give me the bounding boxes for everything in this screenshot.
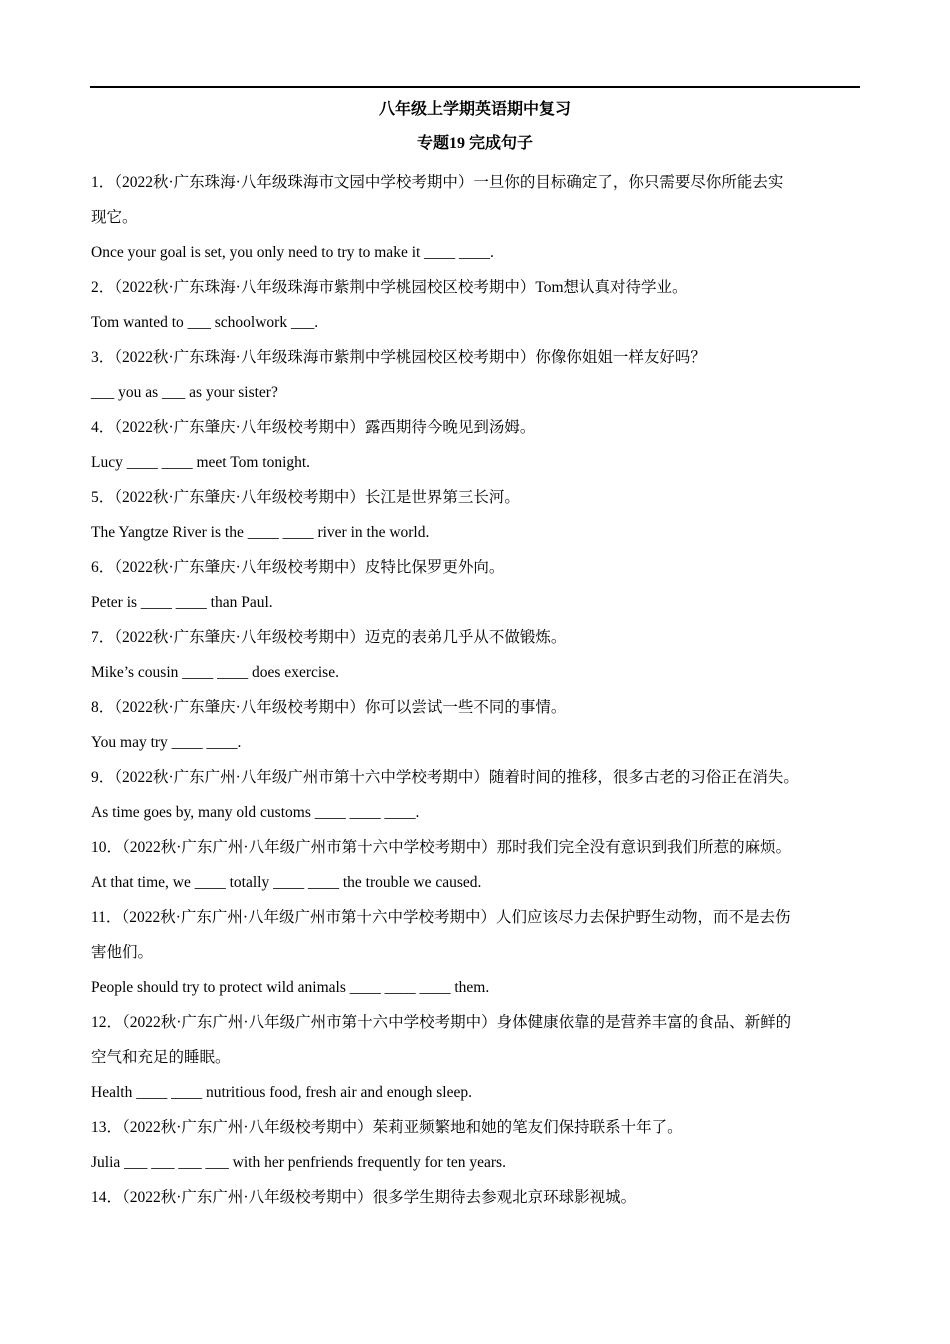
question-chinese-text: （2022秋·广东肇庆·八年级校考期中）长江是世界第三长河。 xyxy=(114,489,520,506)
question-english-sentence: You may try ____ ____. xyxy=(91,734,242,751)
question-item xyxy=(91,900,866,1005)
question-number: 10． xyxy=(91,839,123,856)
question-chinese-text: （2022秋·广东肇庆·八年级校考期中）迈克的表弟几乎从不做锻炼。 xyxy=(114,629,567,646)
question-number: 9． xyxy=(91,769,115,786)
question-english-sentence: Tom wanted to ___ schoolwork ___. xyxy=(91,314,319,331)
question-item xyxy=(91,340,866,410)
question-english-sentence: Health ____ ____ nutritious food, fresh air and enough sleep. xyxy=(91,1084,472,1101)
question-item xyxy=(91,1005,866,1110)
question-prompt-continued xyxy=(91,200,866,235)
header-rule xyxy=(90,86,860,88)
question-english-sentence: At that time, we ____ totally ____ ____ the trouble we caused. xyxy=(91,874,482,891)
question-chinese-text: （2022秋·广东肇庆·八年级校考期中）皮特比保罗更外向。 xyxy=(114,559,505,576)
question-number: 3． xyxy=(91,349,115,366)
question-prompt xyxy=(91,165,866,200)
page-subtitle: 专题19 完成句子 xyxy=(416,135,533,152)
question-item xyxy=(91,1180,866,1215)
question-number: 12． xyxy=(91,1014,123,1031)
question-item xyxy=(91,1110,866,1180)
question-english-sentence: Mike’s cousin ____ ____ does exercise. xyxy=(91,664,339,681)
question-number: 1． xyxy=(91,174,115,191)
question-prompt xyxy=(91,830,866,865)
question-item xyxy=(91,480,866,550)
question-number: 5． xyxy=(91,489,115,506)
question-item xyxy=(91,410,866,480)
question-prompt xyxy=(91,900,866,935)
question-english-sentence: Julia ___ ___ ___ ___ with her penfriends frequently for ten years. xyxy=(91,1154,506,1171)
question-item xyxy=(91,620,866,690)
question-chinese-text: 害他们。 xyxy=(91,944,154,961)
question-english-sentence: Lucy ____ ____ meet Tom tonight. xyxy=(91,454,311,471)
question-item xyxy=(91,165,866,270)
question-prompt xyxy=(91,1180,866,1215)
question-chinese-text: （2022秋·广东广州·八年级校考期中）茱莉亚频繁地和她的笔友们保持联系十年了。 xyxy=(122,1119,683,1136)
question-chinese-text: （2022秋·广东广州·八年级广州市第十六中学校考期中）那时我们完全没有意识到我们所惹的麻烦。 xyxy=(122,839,792,856)
question-chinese-text: （2022秋·广东广州·八年级校考期中）很多学生期待去参观北京环球影视城。 xyxy=(122,1189,637,1206)
question-number: 11． xyxy=(91,909,122,926)
question-chinese-text: （2022秋·广东肇庆·八年级校考期中）露西期待今晚见到汤姆。 xyxy=(114,419,536,436)
question-chinese-text: 空气和充足的睡眠。 xyxy=(91,1049,231,1066)
question-item xyxy=(91,270,866,340)
question-number: 14． xyxy=(91,1189,123,1206)
question-number: 4． xyxy=(91,419,115,436)
question-english-sentence: People should try to protect wild animals ____ ____ ____ them. xyxy=(91,979,490,996)
question-number: 6． xyxy=(91,559,115,576)
question-prompt xyxy=(91,480,866,515)
question-prompt xyxy=(91,550,866,585)
question-prompt-continued xyxy=(91,1040,866,1075)
question-english-sentence: Once your goal is set, you only need to try to make it ____ ____. xyxy=(91,244,494,261)
question-item xyxy=(91,760,866,830)
question-item xyxy=(91,690,866,760)
question-list xyxy=(91,165,866,1215)
question-prompt xyxy=(91,340,866,375)
question-prompt xyxy=(91,690,866,725)
question-prompt xyxy=(91,1110,866,1145)
question-item xyxy=(91,830,866,900)
question-number: 7． xyxy=(91,629,115,646)
question-english-sentence: The Yangtze River is the ____ ____ river in the world. xyxy=(91,524,430,541)
question-chinese-text: （2022秋·广东广州·八年级广州市第十六中学校考期中）人们应该尽力去保护野生动物，而不是去伤 xyxy=(121,909,791,926)
question-chinese-text: 现它。 xyxy=(91,209,138,226)
question-chinese-text: （2022秋·广东肇庆·八年级校考期中）你可以尝试一些不同的事情。 xyxy=(114,699,567,716)
question-prompt xyxy=(91,760,866,795)
question-item xyxy=(91,550,866,620)
question-english-sentence: Peter is ____ ____ than Paul. xyxy=(91,594,273,611)
page-title: 八年级上学期英语期中复习 xyxy=(378,101,571,118)
question-chinese-text: （2022秋·广东珠海·八年级珠海市紫荆中学桃园校区校考期中）Tom想认真对待学业。 xyxy=(114,279,688,296)
question-prompt xyxy=(91,410,866,445)
question-chinese-text: （2022秋·广东珠海·八年级珠海市文园中学校考期中）一旦你的目标确定了，你只需要尽你所能去实 xyxy=(114,174,784,191)
question-number: 8． xyxy=(91,699,115,716)
question-chinese-text: （2022秋·广东广州·八年级广州市第十六中学校考期中）随着时间的推移，很多古老的习俗正在消失。 xyxy=(114,769,799,786)
question-prompt-continued xyxy=(91,935,866,970)
question-english-sentence: As time goes by, many old customs ____ ____ ____. xyxy=(91,804,420,821)
question-prompt xyxy=(91,270,866,305)
question-prompt xyxy=(91,1005,866,1040)
question-chinese-text: （2022秋·广东广州·八年级广州市第十六中学校考期中）身体健康依靠的是营养丰富的食品、新鲜的 xyxy=(122,1014,792,1031)
question-prompt xyxy=(91,620,866,655)
question-chinese-text: （2022秋·广东珠海·八年级珠海市紫荆中学桃园校区校考期中）你像你姐姐一样友好吗？ xyxy=(114,349,706,366)
question-number: 13． xyxy=(91,1119,123,1136)
question-english-sentence: ___ you as ___ as your sister? xyxy=(91,384,278,401)
question-number: 2． xyxy=(91,279,115,296)
